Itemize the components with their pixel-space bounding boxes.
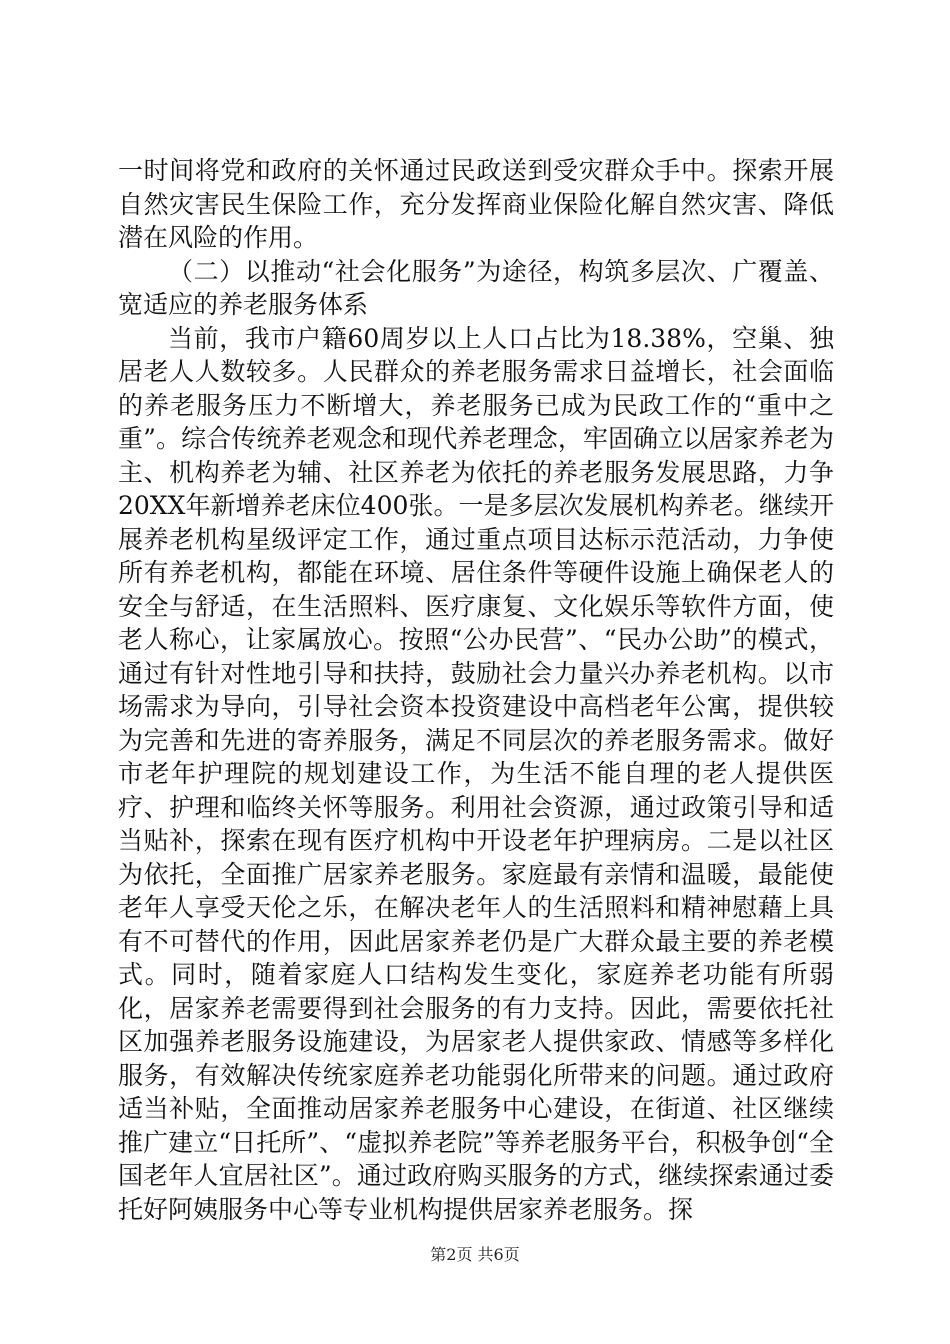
paragraph-elderly-care: 当前，我市户籍60周岁以上人口占比为18.38%，空巢、独居老人人数较多。人民群众的养老服务需求日益增长，社会面临的养老服务压力不断增大，养老服务已成为民政工作的“重中之重”。综合传统养老观念和现代养老理念，牢固确立以居家养老为主、机构养老为辅、社区养老为依托的养老服务发展思路，力争20XX年新增养老床位400张。一是多层次发展机构养老。继续开展养老机构星级评定工作，通过重点项目达标示范活动，力争使所有养老机构，都能在环境、居住条件等硬件设施上确保老人的安全与舒适，在生活照料、医疗康复、文化娱乐等软件方面，使老人称心，让家属放心。按照“公办民营”、“民办公助”的模式，通过有针对性地引导和扶持，鼓励社会力量兴办养老机构。以市场需求为导向，引导社会资本投资建设中高档老年公寓，提供较为完善和先进的寄养服务，满足不同层次的养老服务需求。做好市老年护理院的规划建设工作，为生活不能自理的老人提供医疗、护理和临终关怀等服务。利用社会资源，通过政策引导和适当贴补，探索在现有医疗机构中开设老年护理病房。二是以社区为依托，全面推广居家养老服务。家庭最有亲情和温暖，最能使老年人享受天伦之乐，在解决老年人的生活照料和精神慰藉上具有不可替代的作用，因此居家养老仍是广大群众最主要的养老模式。同时，随着家庭人口结构发生变化，家庭养老功能有所弱化，居家养老需要得到社会服务的有力支持。因此，需要依托社区加强养老服务设施建设，为居家老人提供家政、情感等多样化服务，有效解决传统家庭养老功能弱化所带来的问题。通过政府适当补贴，全面推动居家养老服务中心建设，在街道、社区继续推广建立“日托所”、“虚拟养老院”等养老服务平台，积极争创“全国老年人宜居社区”。通过政府购买服务的方式，继续探索通过委托好阿姨服务中心等专业机构提供居家养老服务。探 — [118, 323, 834, 1224]
section-heading: （二）以推动“社会化服务”为途径，构筑多层次、广覆盖、宽适应的养老服务体系 — [118, 256, 834, 319]
body-text — [118, 154, 834, 1226]
paragraph-continuation: 一时间将党和政府的关怀通过民政送到受灾群众手中。探索开展自然灾害民生保险工作，充分发挥商业保险化解自然灾害、降低潜在风险的作用。 — [118, 156, 834, 252]
page-number: 第2页 共6页 — [430, 1245, 520, 1264]
